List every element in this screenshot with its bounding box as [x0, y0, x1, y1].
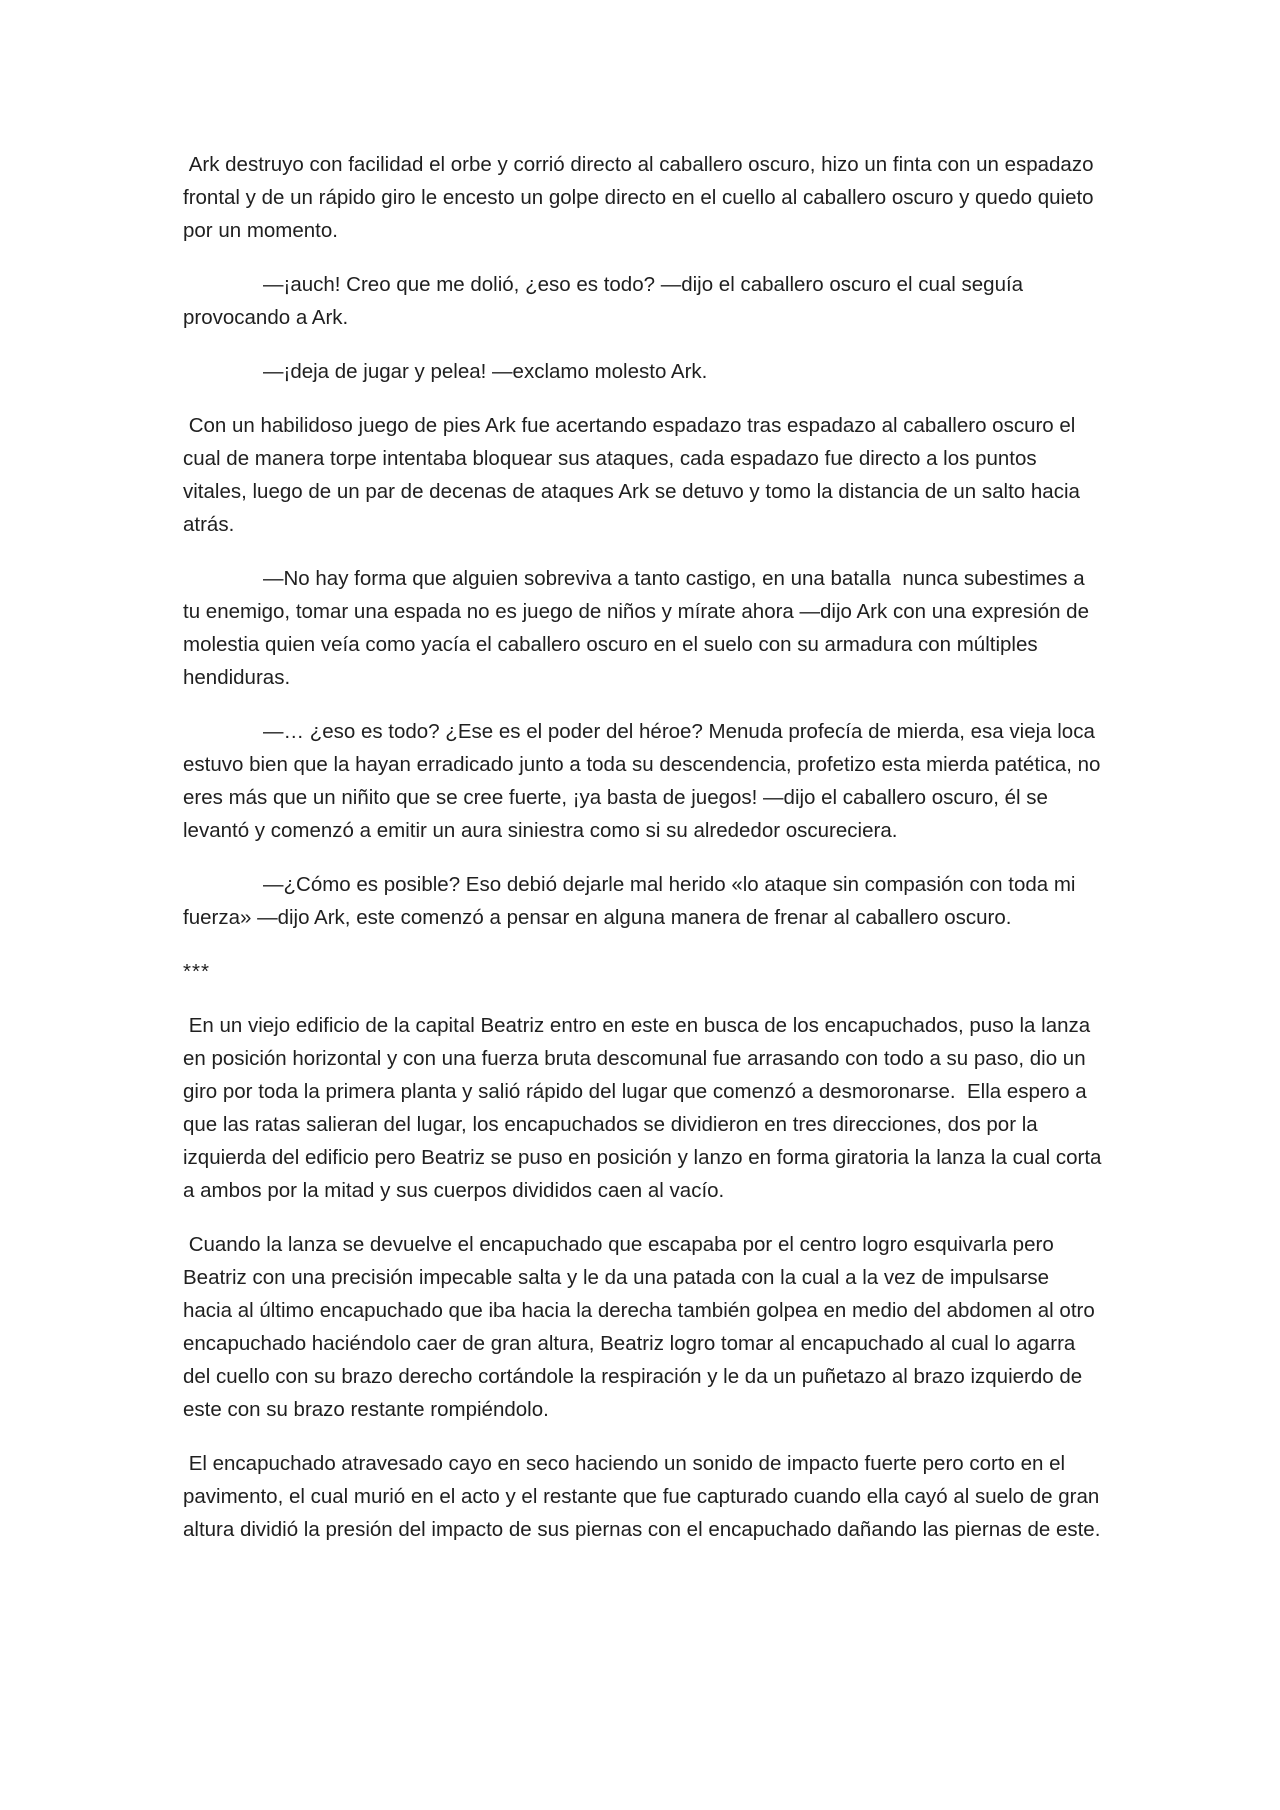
dialogue-ark-deja-de-jugar: —¡deja de jugar y pelea! —exclamo molesto Ark. [263, 360, 708, 383]
dialogue-dark-knight-auch: —¡auch! Creo que me dolió, ¿eso es todo? —dijo el caballero oscuro el cual seguía provocando a Ark. [183, 273, 1029, 329]
scene-separator: *** [183, 960, 210, 983]
dialogue-ark-no-hay-forma: —No hay forma que alguien sobreviva a tanto castigo, en una batalla nunca subestimes a tu enemigo, tomar una espada no es juego de niños y mírate ahora —dijo Ark con una expresión de molestia quien veía como yacía el caballero oscuro en el suelo con su armadura con múltiples hendiduras. [183, 567, 1095, 689]
paragraph-beatriz-lance-return: Cuando la lanza se devuelve el encapuchado que escapaba por el centro logro esquivarla pero Beatriz con una precisión impecable salta y le da una patada con la cual a la vez de impulsarse hacia al último encapuchado que iba hacia la derecha también golpea en medio del abdomen al otro encapuchado haciéndolo caer de gran altura, Beatriz logro tomar al encapuchado al cual lo agarra del cuello con su brazo derecho cortándole la respiración y le da un puñetazo al brazo izquierdo de este con su brazo restante rompiéndolo. [183, 1233, 1101, 1421]
document-body [183, 148, 1108, 1567]
dialogue-ark-como-es-posible: —¿Cómo es posible? Eso debió dejarle mal herido «lo ataque sin compasión con toda mi fuerza» —dijo Ark, este comenzó a pensar en alguna manera de frenar al caballero oscuro. [183, 873, 1082, 929]
paragraph-hooded-fall: El encapuchado atravesado cayo en seco haciendo un sonido de impacto fuerte pero corto en el pavimento, el cual murió en el acto y el restante que fue capturado cuando ella cayó al suelo de gran altura dividió la presión del impacto de sus piernas con el encapuchado dañando las piernas de este. [183, 1452, 1105, 1541]
paragraph-ark-footwork: Con un habilidoso juego de pies Ark fue acertando espadazo tras espadazo al caballero oscuro el cual de manera torpe intentaba bloquear sus ataques, cada espadazo fue directo a los puntos vitales, luego de un par de decenas de ataques Ark se detuvo y tomo la distancia de un salto hacia atrás. [183, 414, 1086, 536]
paragraph-ark-attack: Ark destruyo con facilidad el orbe y corrió directo al caballero oscuro, hizo un finta con un espadazo frontal y de un rápido giro le encesto un golpe directo en el cuello al caballero oscuro y quedo quieto por un momento. [183, 153, 1100, 242]
paragraph-beatriz-building: En un viejo edificio de la capital Beatriz entro en este en busca de los encapuchados, puso la lanza en posición horizontal y con una fuerza bruta descomunal fue arrasando con todo a su paso, dio un giro por toda la primera planta y salió rápido del lugar que comenzó a desmoronarse. Ella espero a que las ratas salieran del lugar, los encapuchados se dividieron en tres direcciones, dos por la izquierda del edificio pero Beatriz se puso en posición y lanzo en forma giratoria la lanza la cual corta a ambos por la mitad y sus cuerpos divididos caen al vacío. [183, 1014, 1108, 1202]
dialogue-dark-knight-eso-es-todo: —… ¿eso es todo? ¿Ese es el poder del héroe? Menuda profecía de mierda, esa vieja loca estuvo bien que la hayan erradicado junto a toda su descendencia, profetizo esta mierda patética, no eres más que un niñito que se cree fuerte, ¡ya basta de juegos! —dijo el caballero oscuro, él se levantó y comenzó a emitir un aura siniestra como si su alrededor oscureciera. [183, 720, 1107, 842]
